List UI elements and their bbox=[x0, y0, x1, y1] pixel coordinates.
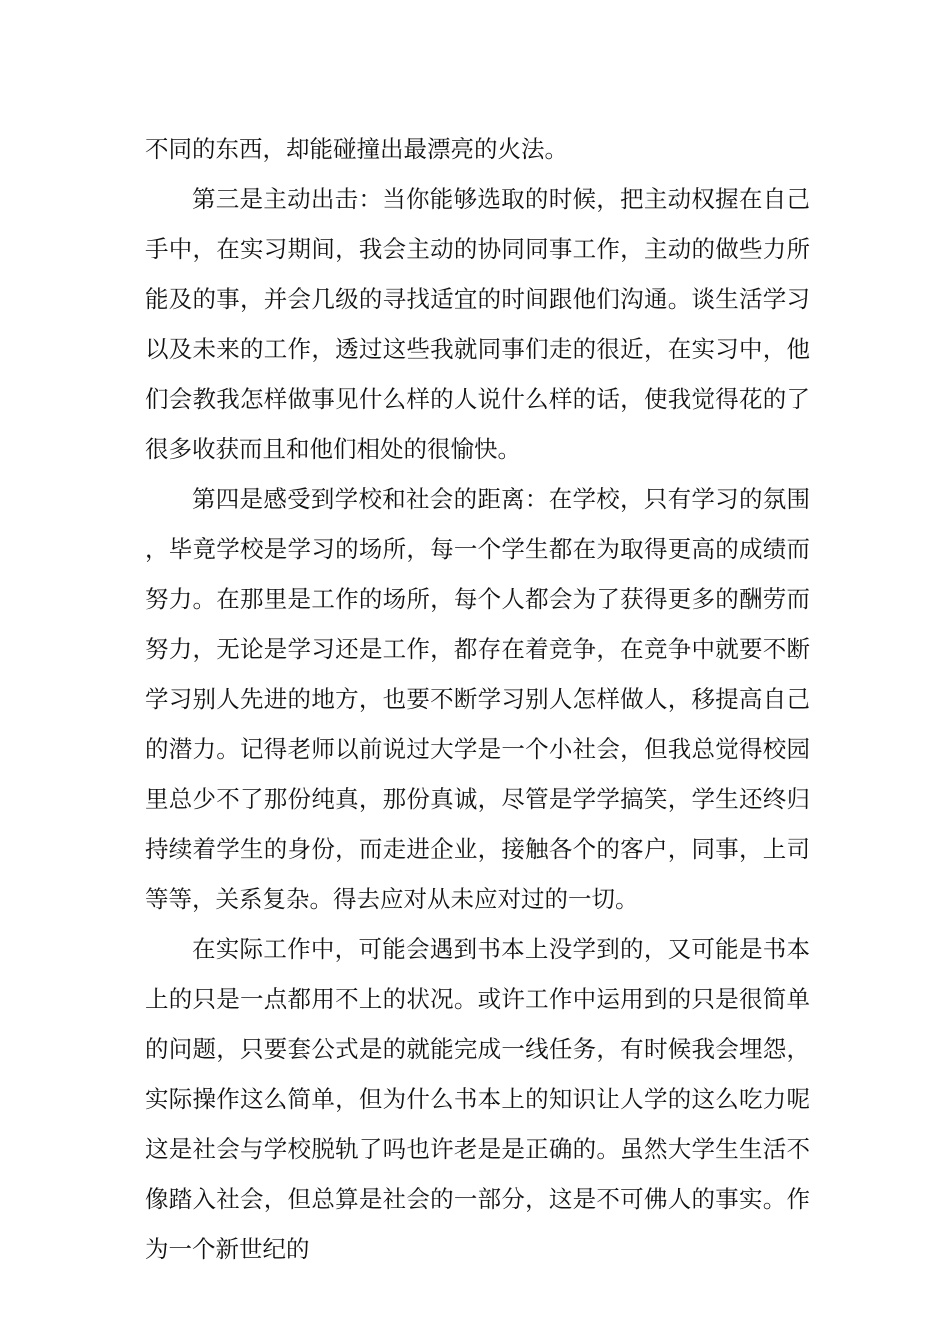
document-body bbox=[145, 124, 810, 1274]
paragraph-take-initiative: 第三是主动出击：当你能够选取的时候，把主动权握在自己手中，在实习期间，我会主动的协同同事工作，主动的做些力所能及的事，并会几级的寻找适宜的时间跟他们沟通。谈生活学习以及未来的工作，透过这些我就同事们走的很近，在实习中，他们会教我怎样做事见什么样的人说什么样的话，使我觉得花的了很多收获而且和他们相处的很愉快。 bbox=[145, 185, 810, 463]
paragraph-school-society-distance: 第四是感受到学校和社会的距离：在学校，只有学习的氛围，毕竟学校是学习的场所，每一个学生都在为取得更高的成绩而努力。在那里是工作的场所，每个人都会为了获得更多的酬劳而努力，无论是学习还是工作，都存在着竞争，在竞争中就要不断学习别人先进的地方，也要不断学习别人怎样做人，移提高自己的潜力。记得老师以前说过大学是一个小社会，但我总觉得校园里总少不了那份纯真，那份真诚，尽管是学学搞笑，学生还终归持续着学生的身份，而走进企业，接触各个的客户，同事，上司等等，关系复杂。得去应对从未应对过的一切。 bbox=[145, 485, 810, 913]
paragraph-practical-work: 在实际工作中，可能会遇到书本上没学到的，又可能是书本上的只是一点都用不上的状况。或许工作中运用到的只是很简单的问题，只要套公式是的就能完成一线任务，有时候我会埋怨，实际操作这么简单，但为什么书本上的知识让人学的这么吃力呢这是社会与学校脱轨了吗也许老是是正确的。虽然大学生生活不像踏入社会，但总算是社会的一部分，这是不可佛人的事实。作为一个新世纪的 bbox=[145, 935, 810, 1263]
paragraph-continuation: 不同的东西，却能碰撞出最漂亮的火法。 bbox=[145, 135, 568, 163]
